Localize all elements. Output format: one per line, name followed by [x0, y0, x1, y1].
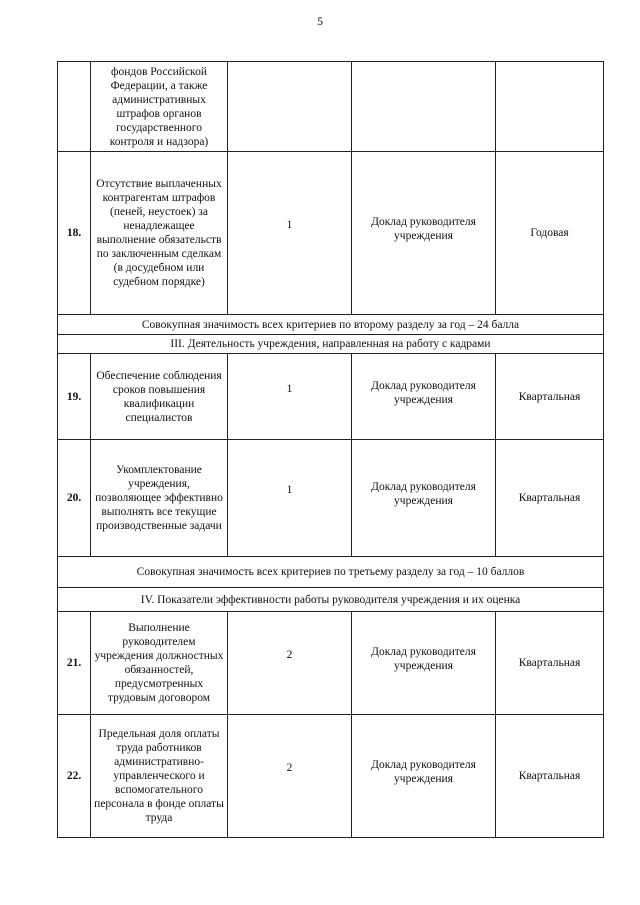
- source-cell: [352, 440, 496, 557]
- row-number-cell: 21.: [58, 612, 91, 715]
- score-cell: [228, 440, 352, 557]
- section-row-text: IV. Показатели эффективности работы руководителя учреждения и их оценка: [58, 588, 604, 612]
- source-cell-text: Доклад руководителя учреждения: [371, 646, 476, 672]
- section-row: [58, 557, 604, 588]
- criterion-cell: Обеспечение соблюдения сроков повышения квалификации специалистов: [91, 354, 228, 440]
- table-row: [58, 354, 604, 440]
- criterion-cell: Укомплектование учреждения, позволяющее эффективно выполнять все текущие производственные задачи: [91, 440, 228, 557]
- row-number-cell: 19.: [58, 354, 91, 440]
- source-cell-text: Доклад руководителя учреждения: [371, 379, 476, 406]
- score-cell-text: 2: [286, 762, 293, 774]
- table-row: [58, 62, 604, 152]
- section-row: [58, 588, 604, 612]
- period-cell: Квартальная: [496, 715, 604, 838]
- source-cell-text: Доклад руководителя учреждения: [371, 481, 476, 507]
- source-cell: [352, 715, 496, 838]
- section-row: [58, 315, 604, 335]
- table-row: [58, 612, 604, 715]
- criteria-table: [57, 61, 604, 838]
- period-cell: Квартальная: [496, 354, 604, 440]
- source-cell: [352, 354, 496, 440]
- source-cell-text: Доклад руководителя учреждения: [371, 216, 476, 242]
- table-row: [58, 152, 604, 315]
- section-row-text: Совокупная значимость всех критериев по третьему разделу за год – 10 баллов: [58, 557, 604, 588]
- table-row: [58, 715, 604, 838]
- score-cell: [228, 62, 352, 152]
- source-cell: [352, 152, 496, 315]
- section-row-text: Совокупная значимость всех критериев по второму разделу за год – 24 балла: [58, 315, 604, 335]
- criterion-cell: Отсутствие выплаченных контрагентам штрафов (пеней, неустоек) за ненадлежащее выполнение обязательств по заключенным сделкам (в досудебном или судебном порядке): [91, 152, 228, 315]
- period-cell: Годовая: [496, 152, 604, 315]
- score-cell-text: 1: [286, 382, 293, 395]
- score-cell: [228, 715, 352, 838]
- source-cell-text: Доклад руководителя учреждения: [371, 759, 476, 785]
- page-number: 5: [317, 14, 323, 28]
- score-cell-text: 1: [286, 484, 293, 496]
- row-number-cell: 20.: [58, 440, 91, 557]
- period-cell: Квартальная: [496, 612, 604, 715]
- period-cell: [496, 62, 604, 152]
- table-row: [58, 440, 604, 557]
- section-row-text: III. Деятельность учреждения, направленная на работу с кадрами: [58, 335, 604, 354]
- score-cell: [228, 152, 352, 315]
- score-cell-text: 2: [286, 649, 293, 661]
- row-number-cell: 22.: [58, 715, 91, 838]
- source-cell: [352, 62, 496, 152]
- period-cell: Квартальная: [496, 440, 604, 557]
- criterion-cell: фондов Российской Федерации, а также административных штрафов органов государственного контроля и надзора): [91, 62, 228, 152]
- score-cell: [228, 612, 352, 715]
- source-cell: [352, 612, 496, 715]
- criteria-table-body: [58, 62, 604, 838]
- criterion-cell: Выполнение руководителем учреждения должностных обязанностей, предусмотренных трудовым договором: [91, 612, 228, 715]
- row-number-cell: [58, 62, 91, 152]
- row-number-cell: 18.: [58, 152, 91, 315]
- section-row: [58, 335, 604, 354]
- score-cell: [228, 354, 352, 440]
- criterion-cell: Предельная доля оплаты труда работников административно-управленческого и вспомогательного персонала в фонде оплаты труда: [91, 715, 228, 838]
- score-cell-text: 1: [286, 219, 293, 231]
